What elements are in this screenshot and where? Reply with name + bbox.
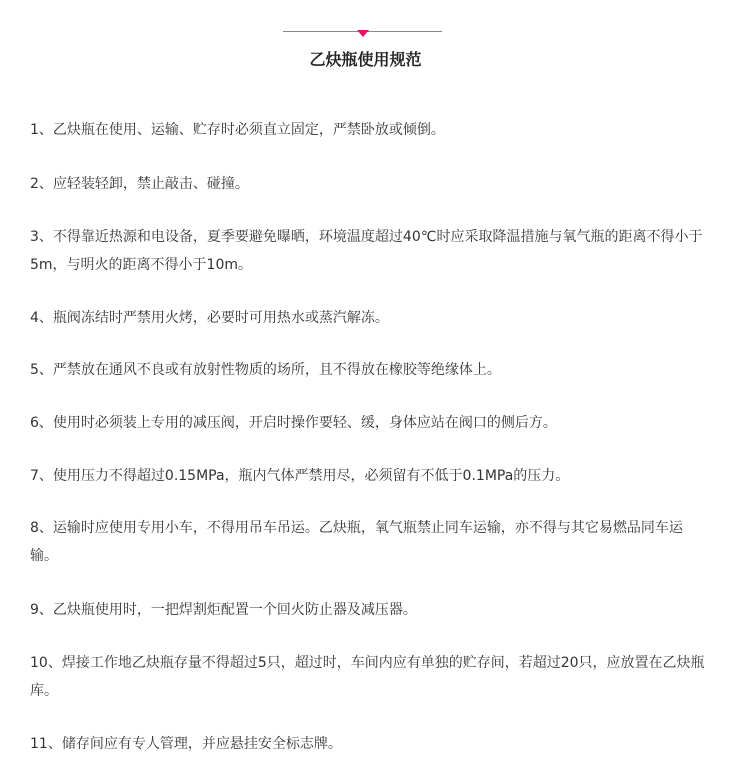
triangle-marker-icon	[357, 30, 369, 37]
rule-item-11: 11、储存间应有专人管理，并应悬挂安全标志牌。	[30, 736, 342, 752]
page-title: 乙炔瓶使用规范	[309, 50, 422, 69]
rule-item-9: 9、乙炔瓶使用时，一把焊割炬配置一个回火防止器及减压器。	[30, 602, 417, 618]
rule-item-10: 10、焊接工作地乙炔瓶存量不得超过5只，超过时，车间内应有单独的贮存间，若超过20只，应放置在乙炔瓶库。	[30, 655, 705, 699]
rule-item-8: 8、运输时应使用专用小车，不得用吊车吊运。乙炔瓶，氧气瓶禁止同车运输，亦不得与其它易燃品同车运输。	[30, 520, 683, 564]
rule-item-6: 6、使用时必须装上专用的减压阀，开启时操作要轻、缓，身体应站在阀口的侧后方。	[30, 415, 557, 431]
rule-item-4: 4、瓶阀冻结时严禁用火烤，必要时可用热水或蒸汽解冻。	[30, 310, 389, 326]
rule-item-5: 5、严禁放在通风不良或有放射性物质的场所，且不得放在橡胶等绝缘体上。	[30, 362, 501, 378]
rule-item-3: 3、不得靠近热源和电设备，夏季要避免曝晒，环境温度超过40℃时应采取降温措施与氧气瓶的距离不得小于5m，与明火的距离不得小于10m。	[30, 229, 703, 273]
rule-item-1: 1、乙炔瓶在使用、运输、贮存时必须直立固定，严禁卧放或倾倒。	[30, 122, 445, 138]
rule-item-7: 7、使用压力不得超过0.15MPa，瓶内气体严禁用尽，必须留有不低于0.1MPa的压力。	[30, 468, 570, 484]
rule-item-2: 2、应轻装轻卸，禁止敲击、碰撞。	[30, 176, 249, 192]
section-header	[0, 0, 731, 80]
